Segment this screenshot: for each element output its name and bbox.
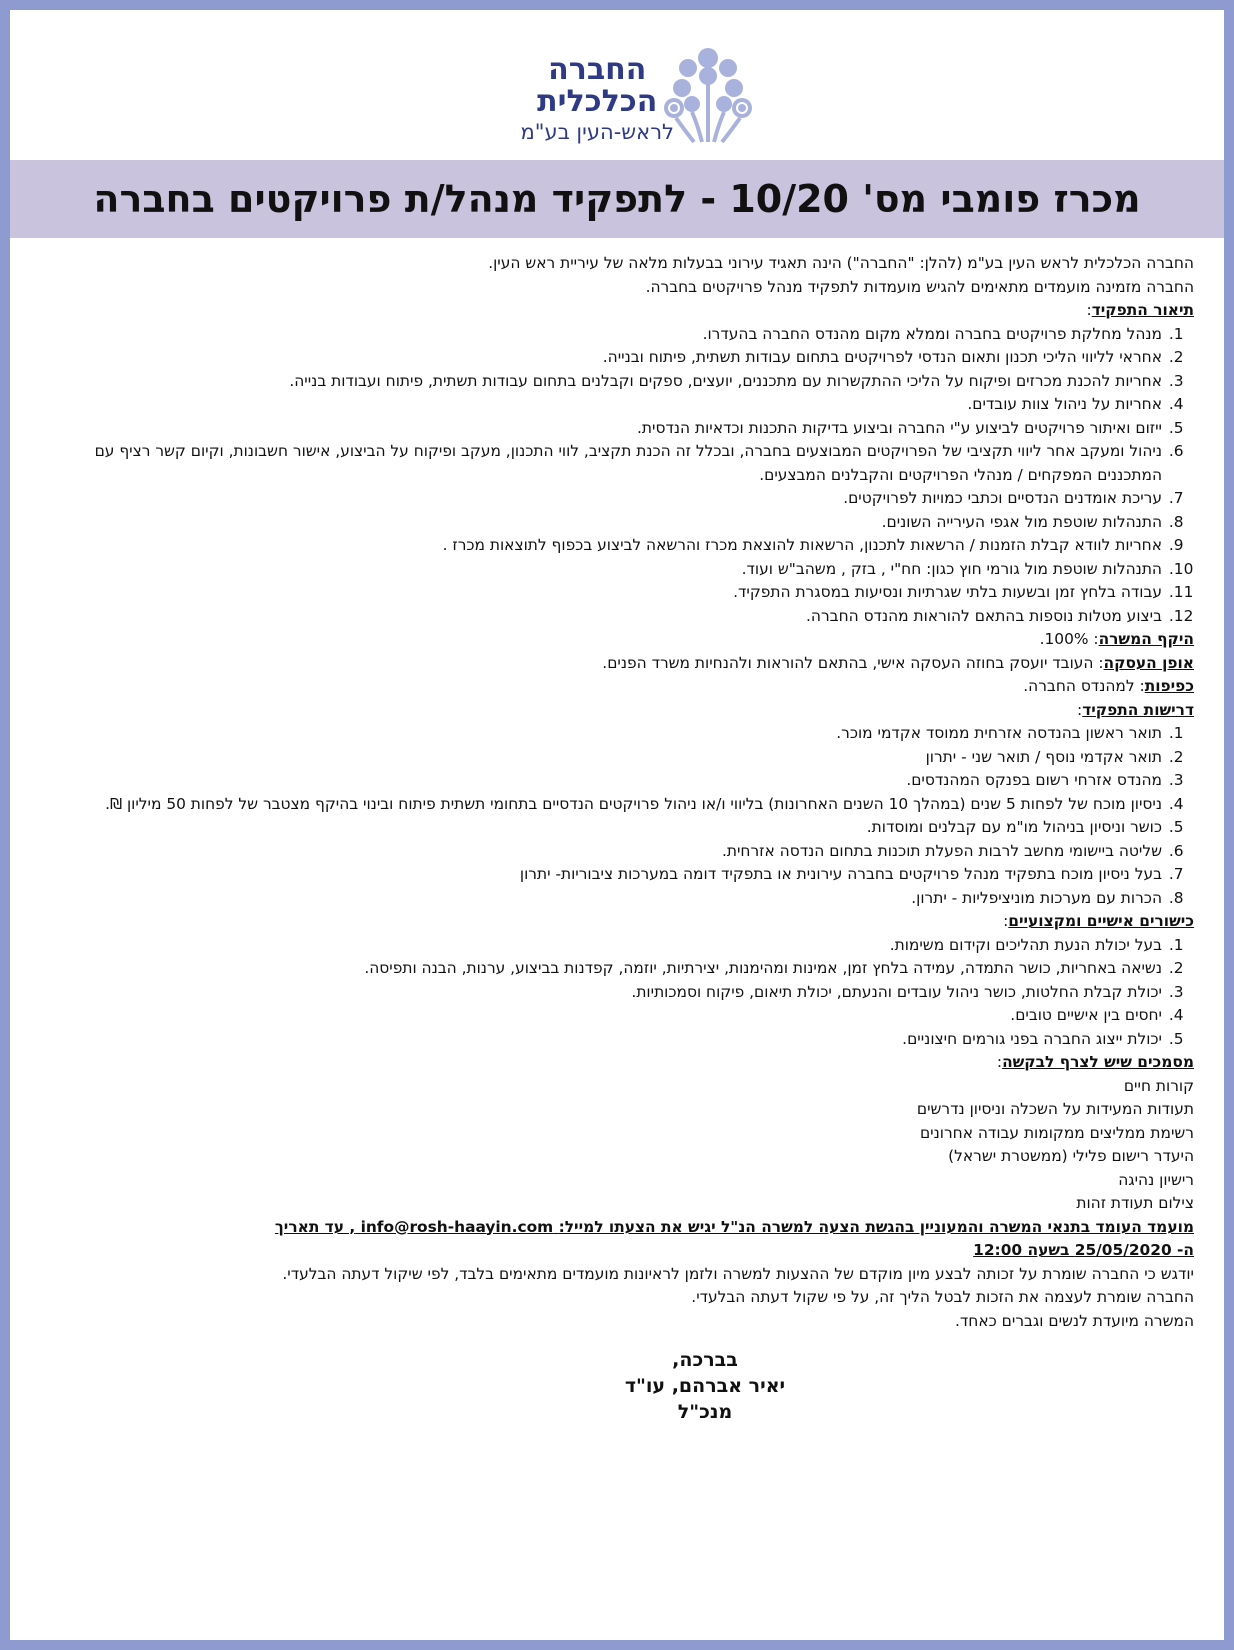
- intro-line-1: החברה הכלכלית לראש העין בע"מ (להלן: "החברה") הינה תאגיד עירוני בבעלות מלאה של עיריית ראש העין.: [488, 254, 1194, 272]
- list-item: 2. אחראי לליווי הליכי תכנון ותאום הנדסי לפרויקטים בתחום עבודות תשתית, פיתוח ובנייה.: [36, 346, 1164, 370]
- list-item: 11. עבודה בלחץ זמן ובשעות בלתי שגרתיות ונסיעות במסגרת התפקיד.: [36, 581, 1164, 605]
- header-logo-area: [10, 10, 1224, 160]
- deadline-line: [36, 1216, 1194, 1240]
- employment-value: : העובד יועסק בחוזה העסקה אישי, בהתאם להוראות ולהנחיות משרד הפנים.: [602, 653, 1104, 672]
- signature-block: [216, 1347, 1194, 1425]
- list-item: 6. ניהול ומעקב אחר ליווי תקציבי של הפרויקטים המבוצעים בחברה, ובכלל זה הכנת תקציב, לווי התכנון, מעקב ופיקוח על הביצוע, אישור חשבונות, וקיום קשר רציף עם המתכננים המפקחים / מנהלי הפרויקטים והקבלנים המבצעים.: [36, 440, 1164, 487]
- requirements-list: [36, 722, 1194, 910]
- scope-line: [36, 628, 1194, 652]
- job-description-list: [36, 323, 1194, 629]
- fountain-logo-icon: [662, 46, 754, 146]
- intro-line-2: החברה מזמינה מועמדים מתאימים להגיש מועמדות לתפקיד מנהל פרויקטים בחברה.: [645, 277, 1194, 296]
- scope-label: היקף המשרה: [1098, 630, 1194, 648]
- document-item: צילום תעודת זהות: [1076, 1194, 1194, 1212]
- deadline-date: ה- 25/05/2020 בשעה 12:00: [973, 1241, 1194, 1259]
- documents-heading: מסמכים שיש לצרף לבקשה: [1002, 1053, 1194, 1071]
- page-title: מכרז פומבי מס' 10/20 - לתפקיד מנהל/ת פרויקטים בחברה: [93, 177, 1141, 221]
- scope-value: : 100%.: [1039, 630, 1099, 648]
- list-item: 8. התנהלות שוטפת מול אגפי העירייה השונים.: [36, 511, 1164, 535]
- list-item: 2. נשיאה באחריות, כושר התמדה, עמידה בלחץ זמן, אמינות ומהימנות, יצירתיות, יוזמה, קפדנות בביצוע, ערנות, הבנה ותפיסה.: [36, 957, 1164, 981]
- document-item: רשימת ממליצים ממקומות עבודה אחרונים: [919, 1123, 1194, 1142]
- list-item: 4. אחריות על ניהול צוות עובדים.: [36, 393, 1164, 417]
- list-item: 9. אחריות לוודא קבלת הזמנות / הרשאות לתכנון, הרשאות להוצאת מכרז והרשאה לביצוע בכפוף לתוצאות מכרז .: [36, 534, 1164, 558]
- reports-to-value: : למהנדס החברה.: [1023, 677, 1145, 695]
- employment-line: [36, 652, 1194, 676]
- list-item: 5. יכולת ייצוג החברה בפני גורמים חיצוניים.: [36, 1028, 1164, 1052]
- note-line: המשרה מיועדת לנשים וגברים כאחד.: [955, 1311, 1194, 1330]
- reports-to-line: [36, 675, 1194, 699]
- company-logo-text: [521, 54, 674, 146]
- document-item: תעודות המעידות על השכלה וניסיון נדרשים: [916, 1100, 1194, 1118]
- document-item: היעדר רישום פלילי (ממשטרת ישראל): [948, 1147, 1194, 1165]
- qualifications-heading: כישורים אישיים ומקצועיים: [1008, 912, 1194, 930]
- list-item: 12. ביצוע מטלות נוספות בהתאם להוראות מהנדס החברה.: [36, 605, 1164, 629]
- document-item: קורות חיים: [1123, 1076, 1194, 1095]
- list-item: 3. יכולת קבלת החלטות, כושר ניהול עובדים והנעתם, יכולת תיאום, פיקוח וסמכותיות.: [36, 981, 1164, 1005]
- list-item: 8. הכרות עם מערכות מוניציפליות - יתרון.: [36, 887, 1164, 911]
- qualifications-heading-line: כישורים אישיים ומקצועיים:: [1003, 912, 1194, 930]
- list-item: 7. עריכת אומדנים הנדסיים וכתבי כמויות לפרויקטים.: [36, 487, 1164, 511]
- list-item: 3. מהנדס אזרחי רשום בפנקס המהנדסים.: [36, 769, 1164, 793]
- logo-line-3: לראש-העין בע"מ: [520, 120, 674, 144]
- list-item: 6. שליטה ביישומי מחשב לרבות הפעלת תוכנות בתחום הנדסה אזרחית.: [36, 840, 1164, 864]
- list-item: 4. ניסיון מוכח של לפחות 5 שנים (במהלך 10 השנים האחרונות) בליווי ו/או ניהול פרויקטים הנדסיים בתחומי תשתית פיתוח ובינוי בהיקף מצטבר של לפחות 50 מיליון ₪.: [36, 793, 1164, 817]
- note-line: יודגש כי החברה שומרת על זכותה לבצע מיון מוקדם של ההצעות למשרה ולזמן לראיונות מועמדים מתאימים בלבד, לפי שיקול דעתה הבלעדי.: [282, 1264, 1194, 1283]
- qualifications-list: [36, 934, 1194, 1052]
- logo-line-2: הכלכלית: [537, 84, 658, 119]
- list-item: 1. בעל יכולת הנעת תהליכים וקידום משימות.: [36, 934, 1164, 958]
- list-item: 5. ייזום ואיתור פרויקטים לביצוע ע"י החברה וביצוע בדיקות התכנות וכדאיות הנדסית.: [36, 417, 1164, 441]
- logo-line-1: החברה: [548, 52, 647, 87]
- employment-label: אופן העסקה: [1103, 653, 1194, 672]
- tender-content: [10, 238, 1224, 1425]
- title-banner: [10, 160, 1224, 238]
- reports-to-label: כפיפות: [1144, 677, 1194, 695]
- deadline-text: מועמד העומד בתנאי המשרה והמעוניין בהגשת הצעה למשרה הנ"ל יגיש את הצעתו למייל:: [558, 1217, 1194, 1236]
- list-item: 7. בעל ניסיון מוכח בתפקיד מנהל פרויקטים בחברה עירונית או בתפקיד דומה במערכות ציבוריות- יתרון: [36, 863, 1164, 887]
- signature-role: מנכ"ל: [677, 1401, 733, 1423]
- list-item: 10. התנהלות שוטפת מול גורמי חוץ כגון: חח"י , בזק , משהב"ש ועוד.: [36, 558, 1164, 582]
- signature-greeting: בברכה,: [672, 1349, 738, 1371]
- signature-name: יאיר אברהם, עו"ד: [624, 1375, 786, 1397]
- requirements-heading-line: דרישות התפקיד:: [1077, 700, 1194, 719]
- job-description-heading-line: תיאור התפקיד:: [1086, 301, 1194, 319]
- list-item: 1. תואר ראשון בהנדסה אזרחית ממוסד אקדמי מוכר.: [36, 722, 1164, 746]
- list-item: 5. כושר וניסיון בניהול מו"מ עם קבלנים ומוסדות.: [36, 816, 1164, 840]
- requirements-heading: דרישות התפקיד: [1082, 700, 1194, 719]
- list-item: 1. מנהל מחלקת פרויקטים בחברה וממלא מקום מהנדס החברה בהעדרו.: [36, 323, 1164, 347]
- deadline-until: , עד תאריך: [274, 1217, 356, 1236]
- list-item: 4. יחסים בין אישיים טובים.: [36, 1004, 1164, 1028]
- list-item: 2. תואר אקדמי נוסף / תואר שני - יתרון: [36, 746, 1164, 770]
- note-line: החברה שומרת לעצמה את הזכות לבטל הליך זה, על פי שקול דעתה הבלעדי.: [691, 1288, 1194, 1306]
- documents-heading-line: מסמכים שיש לצרף לבקשה:: [996, 1053, 1194, 1071]
- submission-email-link[interactable]: info@rosh-haayin.com: [360, 1217, 554, 1236]
- list-item: 3. אחריות להכנת מכרזים ופיקוח על הליכי ההתקשרות עם מתכננים, יועצים, ספקים וקבלנים בתחום עבודות תשתית, פיתוח ועבודות בנייה.: [36, 370, 1164, 394]
- document-item: רישיון נהיגה: [1118, 1170, 1194, 1189]
- job-description-heading: תיאור התפקיד: [1091, 301, 1194, 319]
